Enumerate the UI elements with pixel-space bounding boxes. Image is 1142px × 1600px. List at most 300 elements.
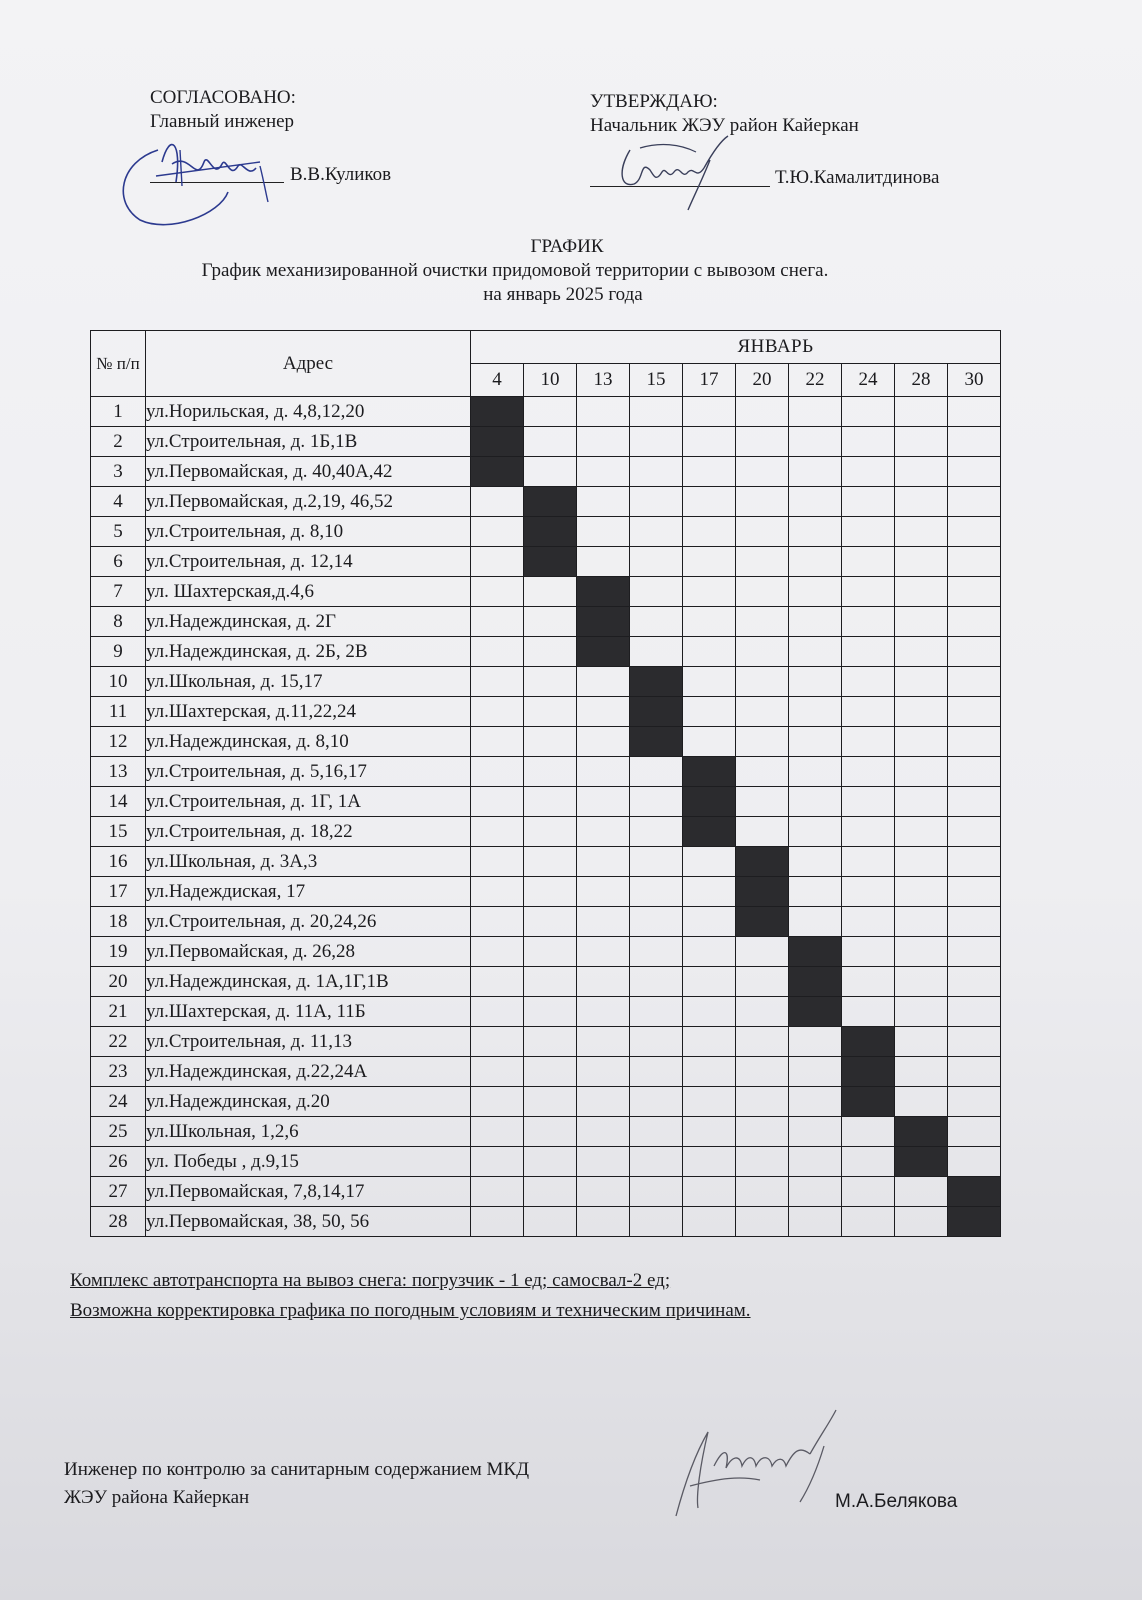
empty-day-cell [683, 427, 736, 457]
empty-day-cell [471, 1177, 524, 1207]
empty-day-cell [736, 967, 789, 997]
empty-day-cell [736, 697, 789, 727]
empty-day-cell [736, 727, 789, 757]
empty-day-cell [630, 427, 683, 457]
row-number: 19 [91, 937, 146, 967]
empty-day-cell [630, 787, 683, 817]
empty-day-cell [471, 817, 524, 847]
empty-day-cell [948, 427, 1001, 457]
scheduled-day-cell [577, 637, 630, 667]
empty-day-cell [842, 1117, 895, 1147]
empty-day-cell [842, 1207, 895, 1237]
row-number: 4 [91, 487, 146, 517]
empty-day-cell [948, 697, 1001, 727]
empty-day-cell [736, 1027, 789, 1057]
empty-day-cell [577, 1207, 630, 1237]
signature-right-image [610, 130, 750, 220]
empty-day-cell [683, 577, 736, 607]
empty-day-cell [524, 637, 577, 667]
empty-day-cell [895, 727, 948, 757]
table-row [91, 697, 1001, 727]
column-header-number: № п/п [91, 331, 146, 397]
scheduled-day-cell [471, 457, 524, 487]
empty-day-cell [789, 1207, 842, 1237]
row-number: 14 [91, 787, 146, 817]
approval-left-name: В.В.Куликов [290, 164, 392, 185]
empty-day-cell [524, 1027, 577, 1057]
row-number: 16 [91, 847, 146, 877]
empty-day-cell [789, 1027, 842, 1057]
empty-day-cell [736, 1177, 789, 1207]
empty-day-cell [577, 727, 630, 757]
empty-day-cell [842, 427, 895, 457]
empty-day-cell [842, 517, 895, 547]
empty-day-cell [630, 1057, 683, 1087]
empty-day-cell [683, 907, 736, 937]
row-address: ул. Шахтерская,д.4,6 [146, 577, 471, 607]
signature-footer-image [660, 1406, 860, 1526]
empty-day-cell [577, 517, 630, 547]
empty-day-cell [736, 577, 789, 607]
empty-day-cell [736, 637, 789, 667]
empty-day-cell [789, 667, 842, 697]
row-address: ул.Строительная, д. 5,16,17 [146, 757, 471, 787]
empty-day-cell [471, 517, 524, 547]
day-header-10: 10 [524, 364, 577, 397]
empty-day-cell [895, 877, 948, 907]
empty-day-cell [842, 667, 895, 697]
empty-day-cell [524, 937, 577, 967]
scheduled-day-cell [683, 757, 736, 787]
empty-day-cell [736, 817, 789, 847]
row-number: 15 [91, 817, 146, 847]
empty-day-cell [948, 787, 1001, 817]
empty-day-cell [630, 757, 683, 787]
document-period: на январь 2025 года [483, 284, 643, 305]
empty-day-cell [895, 997, 948, 1027]
empty-day-cell [471, 727, 524, 757]
empty-day-cell [683, 397, 736, 427]
empty-day-cell [789, 397, 842, 427]
empty-day-cell [789, 817, 842, 847]
empty-day-cell [736, 667, 789, 697]
row-address: ул.Шахтерская, д. 11А, 11Б [146, 997, 471, 1027]
row-address: ул. Победы , д.9,15 [146, 1147, 471, 1177]
empty-day-cell [577, 457, 630, 487]
scheduled-day-cell [736, 847, 789, 877]
empty-day-cell [842, 697, 895, 727]
empty-day-cell [524, 577, 577, 607]
empty-day-cell [683, 607, 736, 637]
scheduled-day-cell [948, 1177, 1001, 1207]
empty-day-cell [948, 847, 1001, 877]
table-row [91, 397, 1001, 427]
empty-day-cell [736, 1207, 789, 1237]
scheduled-day-cell [683, 787, 736, 817]
row-number: 28 [91, 1207, 146, 1237]
empty-day-cell [948, 667, 1001, 697]
empty-day-cell [842, 907, 895, 937]
empty-day-cell [524, 997, 577, 1027]
empty-day-cell [683, 517, 736, 547]
schedule-table [90, 330, 1001, 1237]
empty-day-cell [789, 487, 842, 517]
empty-day-cell [577, 397, 630, 427]
empty-day-cell [683, 1087, 736, 1117]
empty-day-cell [948, 727, 1001, 757]
day-header-20: 20 [736, 364, 789, 397]
empty-day-cell [895, 1087, 948, 1117]
empty-day-cell [842, 487, 895, 517]
empty-day-cell [789, 1117, 842, 1147]
empty-day-cell [789, 1177, 842, 1207]
table-row [91, 607, 1001, 637]
scheduled-day-cell [524, 517, 577, 547]
empty-day-cell [577, 1177, 630, 1207]
empty-day-cell [630, 877, 683, 907]
empty-day-cell [736, 397, 789, 427]
table-row [91, 1117, 1001, 1147]
empty-day-cell [524, 1207, 577, 1237]
empty-day-cell [577, 1147, 630, 1177]
empty-day-cell [577, 487, 630, 517]
empty-day-cell [736, 787, 789, 817]
empty-day-cell [577, 1117, 630, 1147]
row-number: 20 [91, 967, 146, 997]
empty-day-cell [683, 667, 736, 697]
approval-right-label: УТВЕРЖДАЮ: [590, 91, 718, 112]
row-address: ул.Надеждинская, д.20 [146, 1087, 471, 1117]
empty-day-cell [789, 577, 842, 607]
empty-day-cell [736, 1087, 789, 1117]
row-address: ул.Строительная, д. 12,14 [146, 547, 471, 577]
empty-day-cell [524, 1117, 577, 1147]
empty-day-cell [789, 1087, 842, 1117]
empty-day-cell [524, 727, 577, 757]
note-transport: Комплекс автотранспорта на вывоз снега: погрузчик - 1 ед; самосвал-2 ед; [70, 1270, 671, 1291]
empty-day-cell [789, 547, 842, 577]
empty-day-cell [789, 877, 842, 907]
empty-day-cell [789, 697, 842, 727]
empty-day-cell [524, 1057, 577, 1087]
day-header-24: 24 [842, 364, 895, 397]
empty-day-cell [577, 757, 630, 787]
scheduled-day-cell [842, 1057, 895, 1087]
empty-day-cell [471, 967, 524, 997]
empty-day-cell [683, 1207, 736, 1237]
empty-day-cell [577, 817, 630, 847]
row-number: 10 [91, 667, 146, 697]
table-row [91, 847, 1001, 877]
empty-day-cell [630, 607, 683, 637]
empty-day-cell [895, 637, 948, 667]
empty-day-cell [630, 1147, 683, 1177]
empty-day-cell [683, 457, 736, 487]
empty-day-cell [630, 907, 683, 937]
table-row [91, 1207, 1001, 1237]
row-address: ул.Первомайская, д. 26,28 [146, 937, 471, 967]
table-row [91, 1057, 1001, 1087]
row-address: ул.Первомайская, 7,8,14,17 [146, 1177, 471, 1207]
row-address: ул.Первомайская, 38, 50, 56 [146, 1207, 471, 1237]
empty-day-cell [577, 427, 630, 457]
table-row [91, 937, 1001, 967]
empty-day-cell [630, 1207, 683, 1237]
empty-day-cell [948, 757, 1001, 787]
empty-day-cell [789, 727, 842, 757]
empty-day-cell [736, 997, 789, 1027]
empty-day-cell [736, 517, 789, 547]
empty-day-cell [471, 787, 524, 817]
row-address: ул.Шахтерская, д.11,22,24 [146, 697, 471, 727]
empty-day-cell [471, 1117, 524, 1147]
table-row [91, 907, 1001, 937]
scheduled-day-cell [524, 487, 577, 517]
empty-day-cell [577, 847, 630, 877]
empty-day-cell [895, 937, 948, 967]
empty-day-cell [630, 547, 683, 577]
row-number: 9 [91, 637, 146, 667]
row-address: ул.Надеждинская, д. 1А,1Г,1В [146, 967, 471, 997]
empty-day-cell [577, 1087, 630, 1117]
empty-day-cell [895, 607, 948, 637]
empty-day-cell [577, 997, 630, 1027]
empty-day-cell [789, 1057, 842, 1087]
row-address: ул.Школьная, 1,2,6 [146, 1117, 471, 1147]
empty-day-cell [471, 487, 524, 517]
row-address: ул.Первомайская, д. 40,40А,42 [146, 457, 471, 487]
empty-day-cell [842, 397, 895, 427]
footer-position-line2: ЖЭУ района Кайеркан [64, 1487, 250, 1508]
row-number: 8 [91, 607, 146, 637]
empty-day-cell [683, 487, 736, 517]
column-header-address: Адрес [146, 331, 471, 397]
day-header-13: 13 [577, 364, 630, 397]
empty-day-cell [895, 907, 948, 937]
empty-day-cell [842, 937, 895, 967]
empty-day-cell [524, 667, 577, 697]
empty-day-cell [630, 817, 683, 847]
empty-day-cell [948, 937, 1001, 967]
document-title: ГРАФИК [530, 236, 604, 257]
empty-day-cell [683, 1147, 736, 1177]
row-address: ул.Надеждинская, д. 8,10 [146, 727, 471, 757]
scheduled-day-cell [789, 967, 842, 997]
row-number: 12 [91, 727, 146, 757]
empty-day-cell [683, 637, 736, 667]
empty-day-cell [524, 457, 577, 487]
row-number: 27 [91, 1177, 146, 1207]
empty-day-cell [842, 787, 895, 817]
empty-day-cell [577, 907, 630, 937]
empty-day-cell [471, 637, 524, 667]
empty-day-cell [842, 457, 895, 487]
empty-day-cell [895, 967, 948, 997]
empty-day-cell [789, 457, 842, 487]
scheduled-day-cell [471, 397, 524, 427]
scheduled-day-cell [895, 1117, 948, 1147]
row-address: ул.Надеждинская, д.22,24А [146, 1057, 471, 1087]
empty-day-cell [683, 1057, 736, 1087]
empty-day-cell [630, 517, 683, 547]
empty-day-cell [471, 937, 524, 967]
empty-day-cell [471, 697, 524, 727]
row-address: ул.Строительная, д. 20,24,26 [146, 907, 471, 937]
empty-day-cell [736, 1147, 789, 1177]
table-row [91, 517, 1001, 547]
scheduled-day-cell [524, 547, 577, 577]
empty-day-cell [948, 817, 1001, 847]
empty-day-cell [842, 847, 895, 877]
table-row [91, 787, 1001, 817]
empty-day-cell [842, 577, 895, 607]
empty-day-cell [948, 1027, 1001, 1057]
row-number: 17 [91, 877, 146, 907]
empty-day-cell [471, 1027, 524, 1057]
scheduled-day-cell [736, 877, 789, 907]
table-row [91, 1177, 1001, 1207]
empty-day-cell [842, 727, 895, 757]
empty-day-cell [683, 967, 736, 997]
empty-day-cell [736, 757, 789, 787]
empty-day-cell [842, 607, 895, 637]
row-address: ул.Надеждинская, д. 2Г [146, 607, 471, 637]
day-header-4: 4 [471, 364, 524, 397]
empty-day-cell [577, 1027, 630, 1057]
empty-day-cell [471, 1207, 524, 1237]
empty-day-cell [948, 607, 1001, 637]
empty-day-cell [577, 877, 630, 907]
empty-day-cell [683, 1117, 736, 1147]
empty-day-cell [630, 1117, 683, 1147]
empty-day-cell [948, 1117, 1001, 1147]
empty-day-cell [895, 1057, 948, 1087]
empty-day-cell [895, 817, 948, 847]
scheduled-day-cell [948, 1207, 1001, 1237]
approval-right-position: Начальник ЖЭУ район Кайеркан [590, 115, 859, 136]
empty-day-cell [524, 817, 577, 847]
table-row [91, 637, 1001, 667]
empty-day-cell [736, 607, 789, 637]
row-address: ул.Надеждиская, 17 [146, 877, 471, 907]
empty-day-cell [524, 427, 577, 457]
empty-day-cell [630, 1177, 683, 1207]
row-address: ул.Строительная, д. 11,13 [146, 1027, 471, 1057]
empty-day-cell [630, 967, 683, 997]
empty-day-cell [842, 1147, 895, 1177]
empty-day-cell [577, 667, 630, 697]
empty-day-cell [471, 607, 524, 637]
row-address: ул.Первомайская, д.2,19, 46,52 [146, 487, 471, 517]
table-row [91, 1027, 1001, 1057]
table-row [91, 547, 1001, 577]
note-correction: Возможна корректировка графика по погодным условиям и техническим причинам. [70, 1300, 751, 1321]
empty-day-cell [524, 757, 577, 787]
footer-name: М.А.Белякова [835, 1491, 958, 1512]
empty-day-cell [524, 967, 577, 997]
table-row [91, 997, 1001, 1027]
empty-day-cell [683, 727, 736, 757]
empty-day-cell [895, 517, 948, 547]
row-number: 26 [91, 1147, 146, 1177]
empty-day-cell [895, 427, 948, 457]
empty-day-cell [842, 1177, 895, 1207]
empty-day-cell [895, 667, 948, 697]
empty-day-cell [895, 757, 948, 787]
empty-day-cell [630, 457, 683, 487]
empty-day-cell [577, 787, 630, 817]
empty-day-cell [524, 1087, 577, 1117]
scheduled-day-cell [683, 817, 736, 847]
row-number: 22 [91, 1027, 146, 1057]
empty-day-cell [895, 397, 948, 427]
empty-day-cell [683, 877, 736, 907]
empty-day-cell [524, 1177, 577, 1207]
empty-day-cell [630, 397, 683, 427]
empty-day-cell [683, 547, 736, 577]
empty-day-cell [789, 757, 842, 787]
empty-day-cell [630, 487, 683, 517]
row-number: 25 [91, 1117, 146, 1147]
day-header-15: 15 [630, 364, 683, 397]
empty-day-cell [577, 547, 630, 577]
row-number: 2 [91, 427, 146, 457]
empty-day-cell [948, 907, 1001, 937]
empty-day-cell [577, 697, 630, 727]
scheduled-day-cell [577, 577, 630, 607]
empty-day-cell [895, 1177, 948, 1207]
scheduled-day-cell [736, 907, 789, 937]
empty-day-cell [789, 907, 842, 937]
row-address: ул.Строительная, д. 1Б,1В [146, 427, 471, 457]
empty-day-cell [948, 637, 1001, 667]
day-header-22: 22 [789, 364, 842, 397]
table-row [91, 667, 1001, 697]
empty-day-cell [577, 967, 630, 997]
document-subtitle: График механизированной очистки придомовой территории с вывозом снега. [201, 260, 829, 281]
empty-day-cell [842, 757, 895, 787]
empty-day-cell [842, 637, 895, 667]
day-header-17: 17 [683, 364, 736, 397]
row-number: 24 [91, 1087, 146, 1117]
empty-day-cell [683, 997, 736, 1027]
empty-day-cell [948, 517, 1001, 547]
empty-day-cell [895, 547, 948, 577]
column-header-month: ЯНВАРЬ [471, 331, 1001, 364]
table-row [91, 877, 1001, 907]
empty-day-cell [524, 787, 577, 817]
approval-left-label: СОГЛАСОВАНО: [150, 87, 296, 108]
empty-day-cell [736, 1117, 789, 1147]
empty-day-cell [630, 937, 683, 967]
empty-day-cell [948, 1087, 1001, 1117]
scheduled-day-cell [842, 1027, 895, 1057]
empty-day-cell [948, 487, 1001, 517]
row-address: ул.Надеждинская, д. 2Б, 2В [146, 637, 471, 667]
empty-day-cell [736, 1057, 789, 1087]
empty-day-cell [524, 607, 577, 637]
empty-day-cell [895, 1207, 948, 1237]
row-number: 13 [91, 757, 146, 787]
row-address: ул.Школьная, д. 3А,3 [146, 847, 471, 877]
empty-day-cell [895, 697, 948, 727]
table-row [91, 817, 1001, 847]
empty-day-cell [948, 1057, 1001, 1087]
scheduled-day-cell [577, 607, 630, 637]
empty-day-cell [789, 517, 842, 547]
signature-left-image [110, 122, 290, 232]
empty-day-cell [895, 847, 948, 877]
